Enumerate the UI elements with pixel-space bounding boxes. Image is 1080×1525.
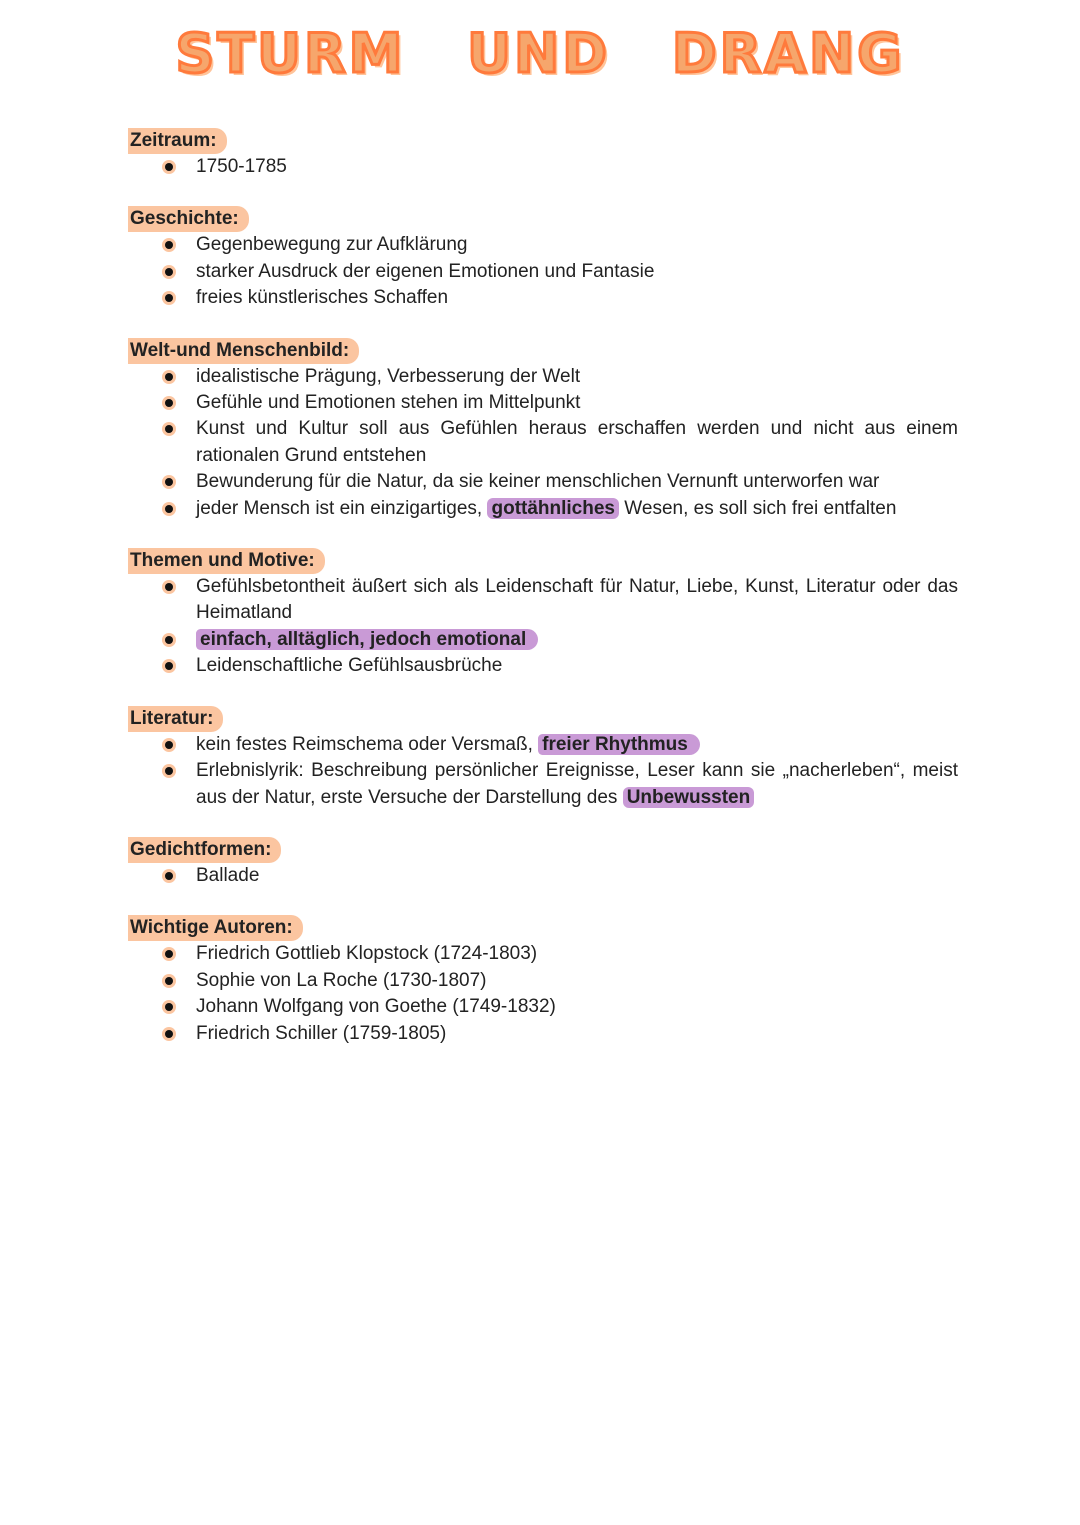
list-item: Erlebnislyrik: Beschreibung persönlicher Ereignisse, Leser kann sie „nacherleben“, meist aus der Natur, erste Versuche der Darstellung des Unbewussten [128, 758, 958, 811]
highlight: gottähnliches [487, 498, 619, 519]
bullet-icon [162, 1027, 176, 1041]
title-word-sturm: STURM [175, 22, 406, 85]
bullet-icon [162, 659, 176, 673]
section-heading: Zeitraum: [128, 128, 227, 154]
list-item: Gefühle und Emotionen stehen im Mittelpunkt [128, 390, 958, 416]
bullet-icon [162, 502, 176, 516]
list-item: Friedrich Gottlieb Klopstock (1724-1803) [128, 941, 958, 967]
list-item [128, 627, 958, 653]
title-word-drang: DRANG [671, 22, 905, 85]
bullet-icon [162, 580, 176, 594]
section-heading: Geschichte: [128, 206, 249, 232]
section-heading: Wichtige Autoren: [128, 915, 303, 941]
list-item: Leidenschaftliche Gefühlsausbrüche [128, 653, 958, 679]
bullet-list [128, 364, 958, 522]
section-geschichte [128, 206, 958, 311]
list-item: idealistische Prägung, Verbesserung der Welt [128, 364, 958, 390]
bullet-icon [162, 1000, 176, 1014]
bullet-icon [162, 370, 176, 384]
section-zeitraum [128, 128, 958, 180]
bullet-icon [162, 738, 176, 752]
section-heading: Literatur: [128, 706, 223, 732]
section-gedichtformen [128, 837, 958, 889]
section-heading: Welt-und Menschenbild: [128, 338, 359, 364]
title-word-und: UND [467, 22, 611, 85]
highlight: einfach, alltäglich, jedoch emotional [196, 629, 538, 650]
list-item: freies künstlerisches Schaffen [128, 285, 958, 311]
bullet-icon [162, 869, 176, 883]
highlight: freier Rhythmus [538, 734, 700, 755]
bullet-icon [162, 238, 176, 252]
list-item: kein festes Reimschema oder Versmaß, freier Rhythmus [128, 732, 958, 758]
section-literatur [128, 706, 958, 811]
section-autoren [128, 915, 958, 1047]
bullet-icon [162, 475, 176, 489]
bullet-list [128, 941, 958, 1047]
bullet-icon [162, 265, 176, 279]
list-item: Johann Wolfgang von Goethe (1749-1832) [128, 994, 958, 1020]
section-heading: Themen und Motive: [128, 548, 325, 574]
bullet-icon [162, 764, 176, 778]
list-item: starker Ausdruck der eigenen Emotionen und Fantasie [128, 259, 958, 285]
bullet-icon [162, 396, 176, 410]
bullet-icon [162, 947, 176, 961]
list-item: 1750-1785 [128, 154, 958, 180]
section-heading: Gedichtformen: [128, 837, 281, 863]
page-title [0, 22, 1080, 85]
list-item: Gefühlsbetontheit äußert sich als Leidenschaft für Natur, Liebe, Kunst, Literatur oder das Heimatland [128, 574, 958, 627]
bullet-list [128, 732, 958, 811]
section-weltbild [128, 338, 958, 522]
list-item: Sophie von La Roche (1730-1807) [128, 968, 958, 994]
list-item: jeder Mensch ist ein einzigartiges, gottähnliches Wesen, es soll sich frei entfalten [128, 496, 958, 522]
bullet-list [128, 574, 958, 680]
section-themen [128, 548, 958, 680]
bullet-icon [162, 291, 176, 305]
list-item: Bewunderung für die Natur, da sie keiner menschlichen Vernunft unterworfen war [128, 469, 958, 495]
bullet-icon [162, 422, 176, 436]
bullet-list [128, 863, 958, 889]
bullet-icon [162, 974, 176, 988]
document-body [128, 128, 958, 1073]
bullet-list [128, 232, 958, 311]
list-item: Kunst und Kultur soll aus Gefühlen heraus erschaffen werden und nicht aus einem rationalen Grund entstehen [128, 416, 958, 469]
highlight: Unbewussten [623, 787, 755, 808]
bullet-icon [162, 633, 176, 647]
list-item: Gegenbewegung zur Aufklärung [128, 232, 958, 258]
bullet-list [128, 154, 958, 180]
bullet-icon [162, 160, 176, 174]
list-item: Ballade [128, 863, 958, 889]
list-item: Friedrich Schiller (1759-1805) [128, 1021, 958, 1047]
